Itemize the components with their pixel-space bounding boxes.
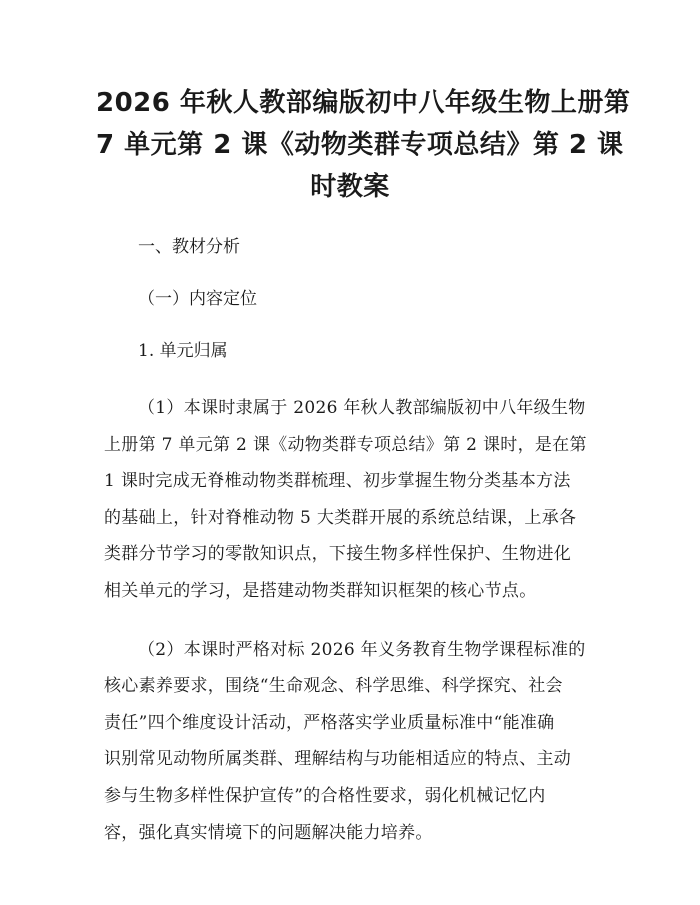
title-line: 7 单元第 2 课《动物类群专项总结》第 2 课 bbox=[96, 130, 624, 160]
paragraph-2 bbox=[104, 632, 598, 852]
paragraph-line: 识别常见动物所属类群、理解结构与功能相适应的特点、主动 bbox=[104, 749, 572, 770]
title-line: 时教案 bbox=[310, 172, 390, 202]
paragraph-line: 参与生物多样性保护宣传”的合格性要求，弱化机械记忆内 bbox=[104, 785, 546, 806]
paragraph-line: 的基础上，针对脊椎动物 5 大类群开展的系统总结课，上承各 bbox=[104, 507, 577, 528]
paragraph-line: （1）本课时隶属于 2026 年秋人教部编版初中八年级生物 bbox=[138, 398, 586, 418]
paragraph-line: 责任”四个维度设计活动，严格落实学业质量标准中“能准确 bbox=[104, 712, 555, 733]
document-body bbox=[104, 234, 598, 851]
paragraph-line: 容，强化真实情境下的问题解决能力培养。 bbox=[104, 822, 433, 843]
document-title bbox=[96, 82, 631, 208]
section-heading: 一、教材分析 bbox=[138, 237, 240, 257]
paragraph-line: 相关单元的学习，是搭建动物类群知识框架的核心节点。 bbox=[104, 580, 537, 601]
paragraph-line: 1 课时完成无脊椎动物类群梳理、初步掌握生物分类基本方法 bbox=[104, 471, 571, 492]
paragraph-1 bbox=[104, 390, 598, 610]
item-heading: 1. 单元归属 bbox=[138, 341, 228, 361]
paragraph-line: （2）本课时严格对标 2026 年义务教育生物学课程标准的 bbox=[138, 639, 586, 660]
subsection-heading: （一）内容定位 bbox=[138, 289, 257, 309]
paragraph-line: 类群分节学习的零散知识点，下接生物多样性保护、生物进化 bbox=[104, 544, 572, 565]
paragraph-line: 上册第 7 单元第 2 课《动物类群专项总结》第 2 课时，是在第 bbox=[104, 434, 587, 455]
paragraph-line: 核心素养要求，围绕“生命观念、科学思维、科学探究、社会 bbox=[104, 676, 563, 697]
title-line: 2026 年秋人教部编版初中八年级生物上册第 bbox=[96, 88, 631, 118]
